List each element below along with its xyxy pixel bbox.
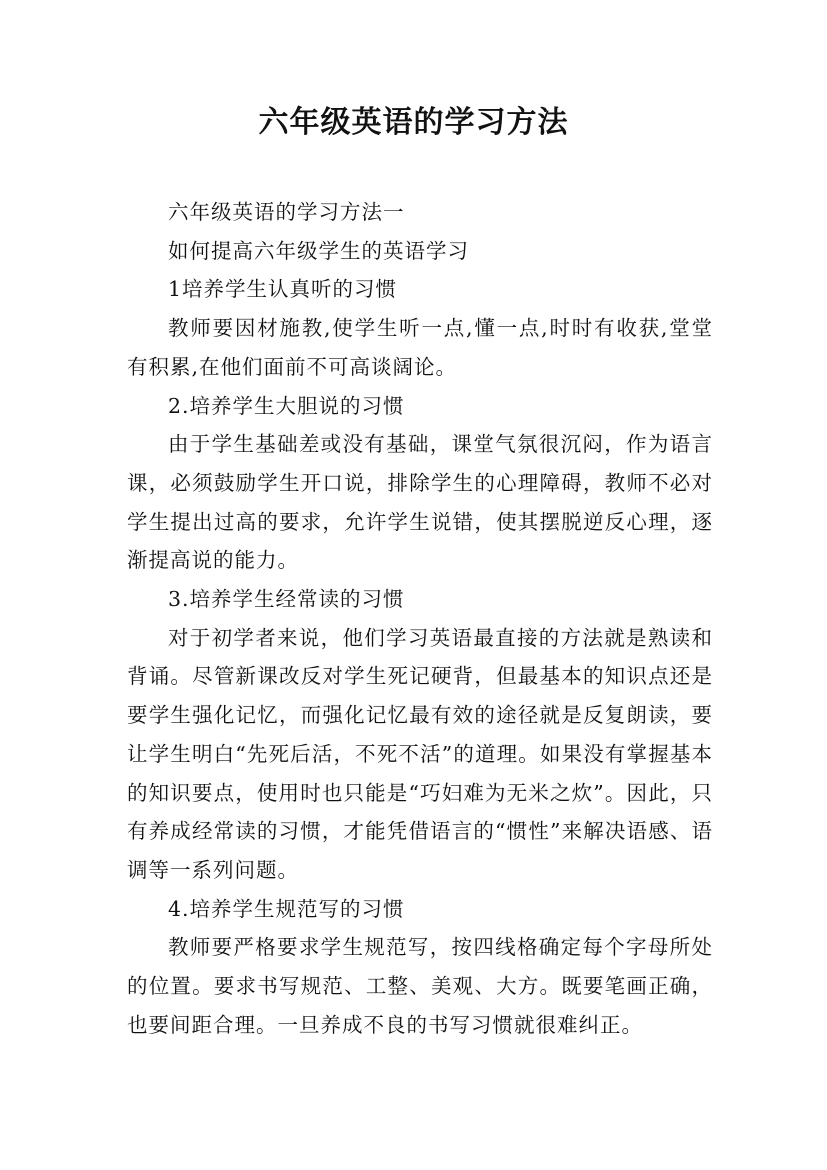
section-heading: 1培养学生认真听的习惯 — [168, 277, 398, 302]
paragraph: 教师要严格要求学生规范写，按四线格确定每个字母所处的位置。要求书写规范、工整、美观、大方。既要笔画正确，也要间距合理。一旦养成不良的书写习惯就很难纠正。 — [127, 935, 713, 1037]
section-heading: 六年级英语的学习方法一 — [168, 200, 405, 224]
paragraph: 由于学生基础差或没有基础，课堂气氛很沉闷，作为语言课，必须鼓励学生开口说，排除学生的心理障碍，教师不必对学生提出过高的要求，允许学生说错，使其摆脱逆反心理，逐渐提高说的能力。 — [127, 432, 713, 573]
paragraph: 教师要因材施教,使学生听一点,懂一点,时时有收获,堂堂有积累,在他们面前不可高谈阔论。 — [127, 316, 713, 379]
document-body — [127, 193, 713, 1044]
section-heading: 4.培养学生规范写的习惯 — [168, 896, 405, 921]
section-heading: 如何提高六年级学生的英语学习 — [168, 238, 469, 263]
section-heading: 3.培养学生经常读的习惯 — [168, 587, 405, 612]
section-heading: 2.培养学生大胆说的习惯 — [168, 393, 405, 418]
document-title: 六年级英语的学习方法 — [258, 105, 569, 140]
paragraph: 对于初学者来说，他们学习英语最直接的方法就是熟读和背诵。尽管新课改反对学生死记硬背，但最基本的知识点还是要学生强化记忆，而强化记忆最有效的途径就是反复朗读，要让学生明白“先死后活，不死不活”的道理。如果没有掌握基本的知识要点，使用时也只能是“巧妇难为无米之炊”。因此，只有养成经常读的习惯，才能凭借语言的“惯性”来解决语感、语调等一系列问题。 — [127, 625, 713, 882]
